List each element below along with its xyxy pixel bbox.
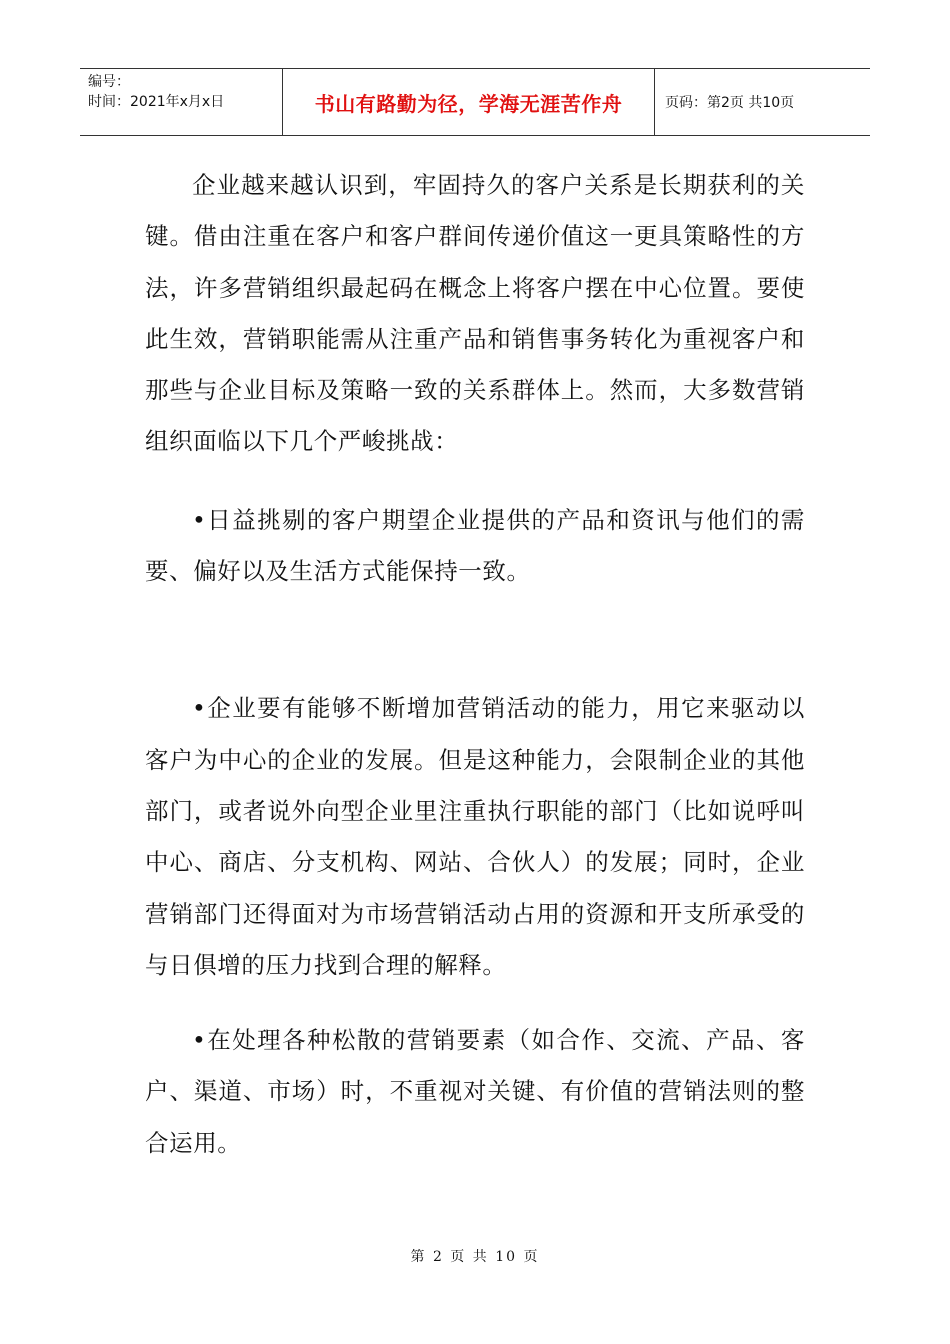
header-page-info: 页码：第2页 共10页 [665, 95, 795, 111]
header-meta [80, 69, 283, 135]
page-footer: 第 2 页 共 10 页 [410, 1249, 540, 1265]
document-body [145, 160, 805, 1169]
paragraph-bullet-1: •日益挑剔的客户期望企业提供的产品和资讯与他们的需要、偏好以及生活方式能保持一致。 [145, 505, 805, 586]
paragraph-bullet-3: •在处理各种松散的营销要素（如合作、交流、产品、客户、渠道、市场）时，不重视对关键、有价值的营销法则的整合运用。 [145, 1026, 805, 1157]
document-number-label: 编号： [88, 74, 130, 90]
document-time-label: 时间：2021年x月x日 [88, 94, 225, 110]
paragraph-intro: 企业越来越认识到，牢固持久的客户关系是长期获利的关键。借由注重在客户和客户群间传递价值这一更具策略性的方法，许多营销组织最起码在概念上将客户摆在中心位置。要使此生效，营销职能需从注重产品和销售事务转化为重视客户和那些与企业目标及策略一致的关系群体上。然而，大多数营销组织面临以下几个严峻挑战： [145, 171, 805, 456]
page-header [80, 68, 870, 136]
paragraph-bullet-2: •企业要有能够不断增加营销活动的能力，用它来驱动以客户为中心的企业的发展。但是这种能力，会限制企业的其他部门，或者说外向型企业里注重执行职能的部门（比如说呼叫中心、商店、分支机构、网站、合伙人）的发展；同时，企业营销部门还得面对为市场营销活动占用的资源和开支所承受的与日俱增的压力找到合理的解释。 [145, 694, 805, 979]
header-motto: 书山有路勤为径，学海无涯苦作舟 [283, 69, 655, 135]
